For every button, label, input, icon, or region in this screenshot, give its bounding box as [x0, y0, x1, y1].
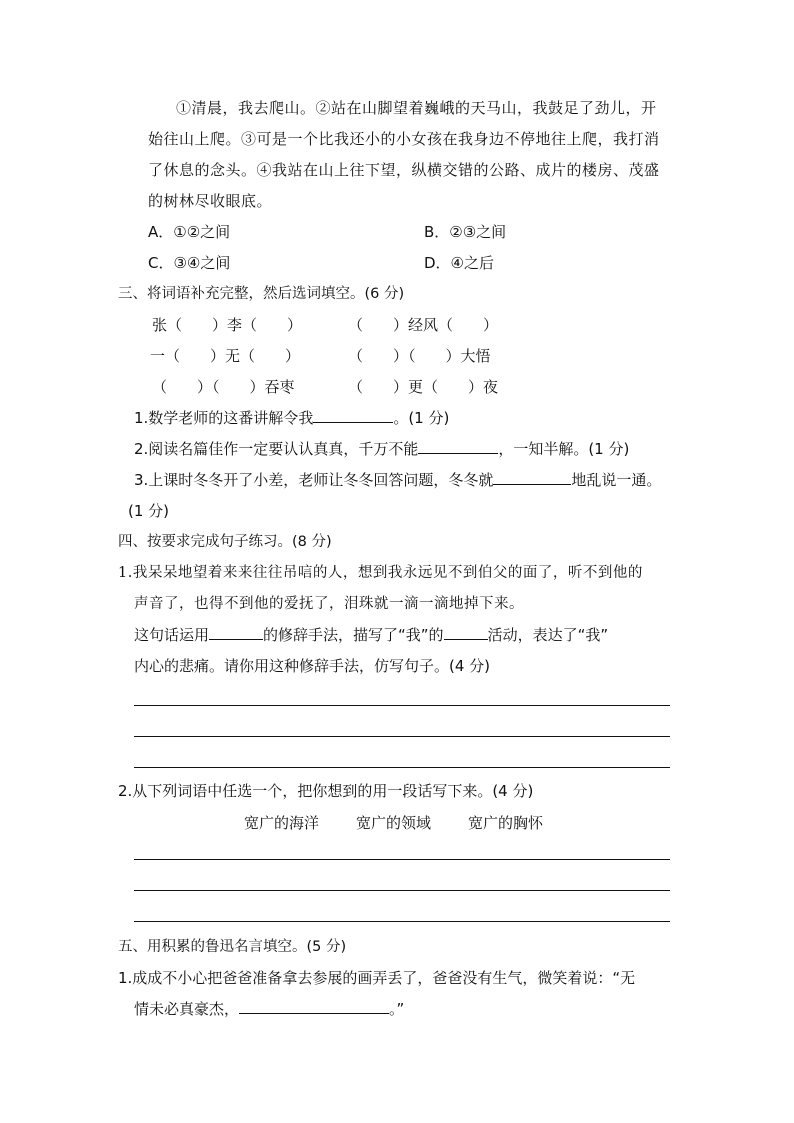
- section-4-q1-line-2: 声音了，也得不到他的爱抚了，泪珠就一滴一滴地掉下来。: [134, 596, 524, 612]
- section-4-q2: 2.从下列词语中任选一个，把你想到的用一段话写下来。(4 分): [118, 782, 534, 800]
- task-text-c: 活动，表达了“我”: [487, 626, 609, 644]
- section-4-q1-task: [134, 625, 608, 645]
- option-d[interactable]: D．④之后: [424, 254, 494, 272]
- section-4-q1-line-1: 1.我呆呆地望着来来往往吊唁的人，想到我永远见不到伯父的面了，听不到他的: [118, 565, 643, 581]
- question-1-score: 。(1 分): [393, 409, 450, 427]
- answer-blank[interactable]: [239, 999, 389, 1014]
- answer-line[interactable]: [134, 921, 670, 922]
- answer-line[interactable]: [134, 705, 670, 706]
- section-5-heading: 五、用积累的鲁迅名言填空。(5 分): [118, 939, 347, 955]
- answer-line[interactable]: [134, 859, 670, 860]
- section-5-q1-line-1: 1.成成不小心把爸爸准备拿去参展的画弄丢了，爸爸没有生气，微笑着说：“无: [118, 969, 636, 987]
- passage-line-1: ①清晨，我去爬山。②站在山脚望着巍峨的天马山，我鼓足了劲儿，开: [176, 99, 657, 117]
- word-fill-6: （ ）更（ ）夜: [348, 378, 499, 396]
- section-4-q1-task-line-2: 内心的悲痛。请你用这种修辞手法，仿写句子。(4 分): [134, 657, 491, 675]
- section-3-question-1: [134, 408, 449, 428]
- word-fill-1: 张（ ）李（ ）: [152, 316, 303, 334]
- word-choice-1: 宽广的海洋: [244, 814, 320, 832]
- option-a[interactable]: A．①②之间: [148, 223, 231, 241]
- section-3-heading: 三、将词语补充完整，然后选词填空。(6 分): [118, 286, 405, 302]
- section-3-question-3: [134, 470, 661, 490]
- answer-blank[interactable]: [493, 470, 571, 485]
- word-fill-5: （ ）（ ）吞枣: [152, 378, 295, 396]
- answer-line[interactable]: [134, 767, 670, 768]
- answer-line[interactable]: [134, 736, 670, 737]
- section-3-question-2: [134, 439, 629, 459]
- answer-blank[interactable]: [209, 625, 263, 640]
- passage-line-2: 始往山上爬。③可是一个比我还小的小女孩在我身边不停地往上爬，我打消: [148, 130, 660, 148]
- question-3-score: (1 分): [128, 502, 170, 520]
- answer-blank[interactable]: [418, 439, 498, 454]
- section-5-q1-line-2: [134, 999, 404, 1019]
- passage-line-3: 了休息的念头。④我站在山上往下望，纵横交错的公路、成片的楼房、茂盛: [148, 161, 660, 179]
- task-text-b: 的修辞手法，描写了“我”的: [263, 626, 444, 644]
- question-3-text: 3.上课时冬冬开了小差，老师让冬冬回答问题，冬冬就: [134, 471, 494, 489]
- passage-line-4: 的树林尽收眼底。: [148, 192, 273, 210]
- word-fill-2: （ ）经风（ ）: [348, 316, 499, 334]
- question-2-score: ，一知半解。(1 分): [498, 440, 630, 458]
- word-fill-4: （ ）（ ）大悟: [348, 347, 491, 365]
- word-fill-3: 一（ ）无（ ）: [150, 347, 301, 365]
- word-choice-3: 宽广的胸怀: [468, 814, 544, 832]
- answer-line[interactable]: [134, 890, 670, 891]
- option-c[interactable]: C．③④之间: [148, 254, 231, 272]
- option-b[interactable]: B．②③之间: [424, 223, 507, 241]
- quote-text: 情未必真豪杰，: [134, 1000, 240, 1018]
- word-choice-2: 宽广的领域: [356, 814, 432, 832]
- question-3-tail: 地乱说一通。: [571, 471, 662, 489]
- question-1-text: 1.数学老师的这番讲解令我: [134, 409, 314, 427]
- task-text-a: 这句话运用: [134, 626, 210, 644]
- section-4-heading: 四、按要求完成句子练习。(8 分): [118, 534, 332, 550]
- quote-end: 。”: [389, 1000, 405, 1018]
- answer-blank[interactable]: [313, 408, 393, 423]
- answer-blank[interactable]: [444, 625, 488, 640]
- question-2-text: 2.阅读名篇佳作一定要认认真真，千万不能: [134, 440, 419, 458]
